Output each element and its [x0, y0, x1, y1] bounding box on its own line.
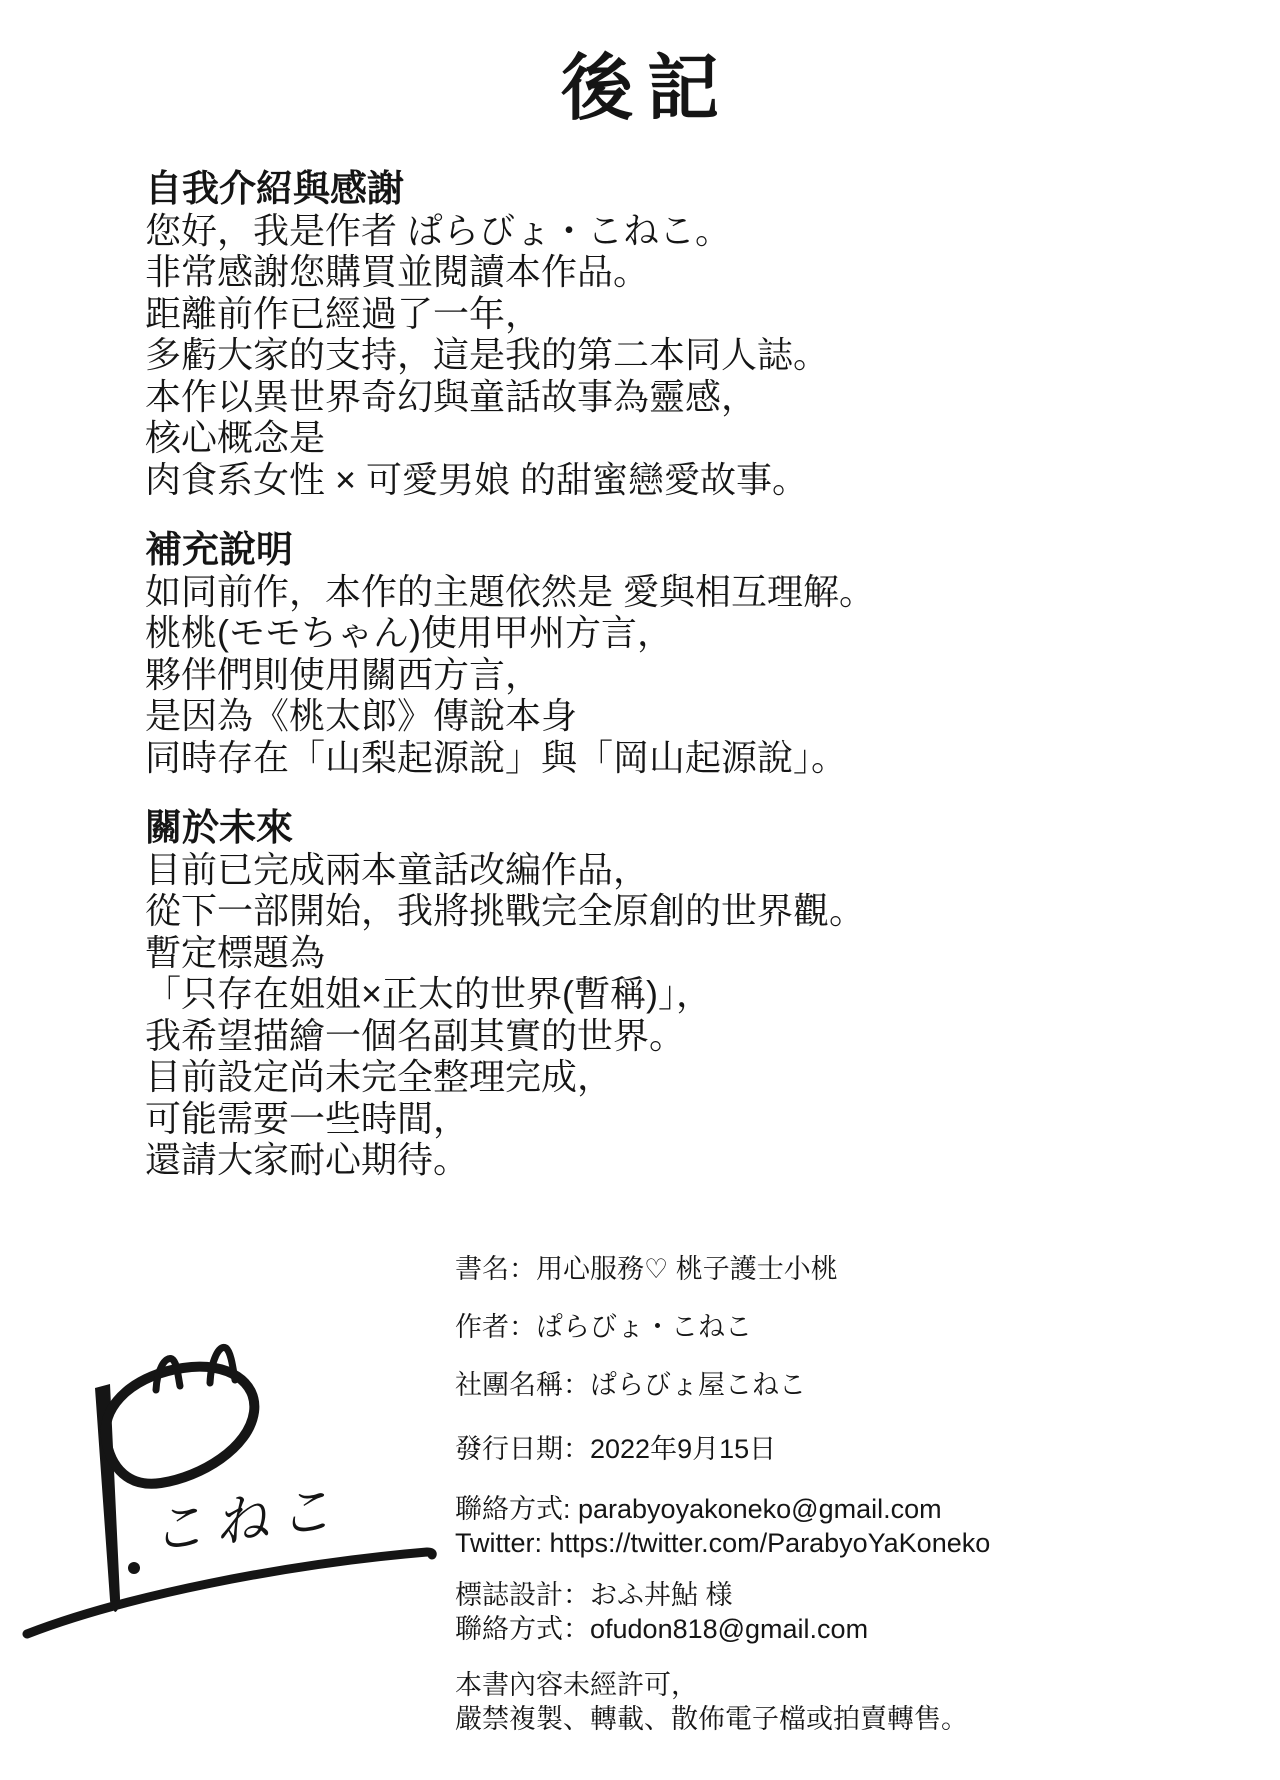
signature-drawing	[15, 1330, 445, 1660]
colophon-line: 發行日期：2022年9月15日	[455, 1434, 777, 1464]
signature-name-text: こねこ	[147, 1478, 346, 1562]
body-text-line: 核心概念是	[145, 417, 326, 458]
colophon-line: 書名：用心服務♡ 桃子護士小桃	[455, 1254, 838, 1284]
body-text-line: 本作以異世界奇幻與童話故事為靈感，	[145, 375, 758, 417]
body-text-line: 「只存在姐姐×正太的世界(暫稱)」，	[145, 973, 713, 1014]
signature-underline	[27, 1552, 432, 1634]
section	[145, 529, 1205, 778]
page-title: 後記	[560, 49, 733, 129]
body-text-line: 暫定標題為	[145, 931, 326, 973]
colophon-group	[455, 1492, 1095, 1560]
section	[145, 168, 1205, 500]
body-text-line: 還請大家耐心期待。	[145, 1139, 470, 1180]
body-text-line: 多虧大家的支持，這是我的第二本同人誌。	[145, 334, 830, 375]
colophon-line: 社團名稱：ぱらびょ屋こねこ	[455, 1370, 806, 1400]
body-text-line: 從下一部開始，我將挑戰完全原創的世界觀。	[145, 890, 866, 931]
body-text-line: 是因為《桃太郎》傳說本身	[145, 695, 578, 736]
body-text-line: 距離前作已經過了一年，	[145, 292, 542, 334]
signature-svg	[15, 1330, 445, 1660]
body-text-line: 夥伴們則使用關西方言，	[145, 653, 542, 695]
colophon-line: 聯絡方式：ofudon818@gmail.com	[455, 1614, 869, 1644]
section-heading: 補充說明	[145, 529, 293, 570]
body-text-line: 桃桃(モモちゃん)使用甲州方言，	[145, 612, 673, 653]
colophon-group	[455, 1578, 1095, 1646]
colophon-group	[455, 1668, 1095, 1736]
colophon-group	[455, 1368, 1095, 1402]
colophon-line: Twitter: https://twitter.com/ParabyoYaKoneko	[455, 1528, 991, 1558]
body-sections	[145, 168, 1205, 1181]
section-heading: 關於未來	[145, 807, 293, 848]
body-text-line: 同時存在「山梨起源說」與「岡山起源說」。	[145, 736, 848, 778]
body-text-line: 如同前作，本作的主題依然是 愛與相互理解。	[145, 570, 876, 612]
body-text-line: 目前設定尚未完全整理完成，	[145, 1056, 614, 1097]
body-text-line: 肉食系女性 × 可愛男娘 的甜蜜戀愛故事。	[145, 458, 809, 500]
body-text-line: 目前已完成兩本童話改編作品，	[145, 848, 650, 890]
colophon	[455, 1252, 1095, 1760]
section	[145, 807, 1205, 1181]
colophon-group	[455, 1310, 1095, 1344]
colophon-group	[455, 1432, 1095, 1466]
colophon-line: 作者：ぱらびょ・こねこ	[455, 1312, 752, 1342]
colophon-line: 本書內容未經許可，	[455, 1670, 698, 1700]
body-text-line: 您好，我是作者 ぱらびょ・こねこ。	[145, 209, 732, 251]
body-text-line: 可能需要一些時間，	[145, 1097, 470, 1139]
colophon-line: 聯絡方式: parabyoyakoneko@gmail.com	[455, 1494, 942, 1524]
signature-dot	[128, 1562, 140, 1574]
colophon-line: 標誌設計：おふ丼鮎 様	[455, 1580, 733, 1610]
body-text-line: 非常感謝您購買並閱讀本作品。	[145, 251, 650, 292]
body-text-line: 我希望描繪一個名副其實的世界。	[145, 1014, 686, 1056]
colophon-group	[455, 1252, 1095, 1286]
colophon-line: 嚴禁複製、轉載、散佈電子檔或拍賣轉售。	[455, 1704, 968, 1734]
section-heading: 自我介紹與感謝	[145, 168, 404, 209]
